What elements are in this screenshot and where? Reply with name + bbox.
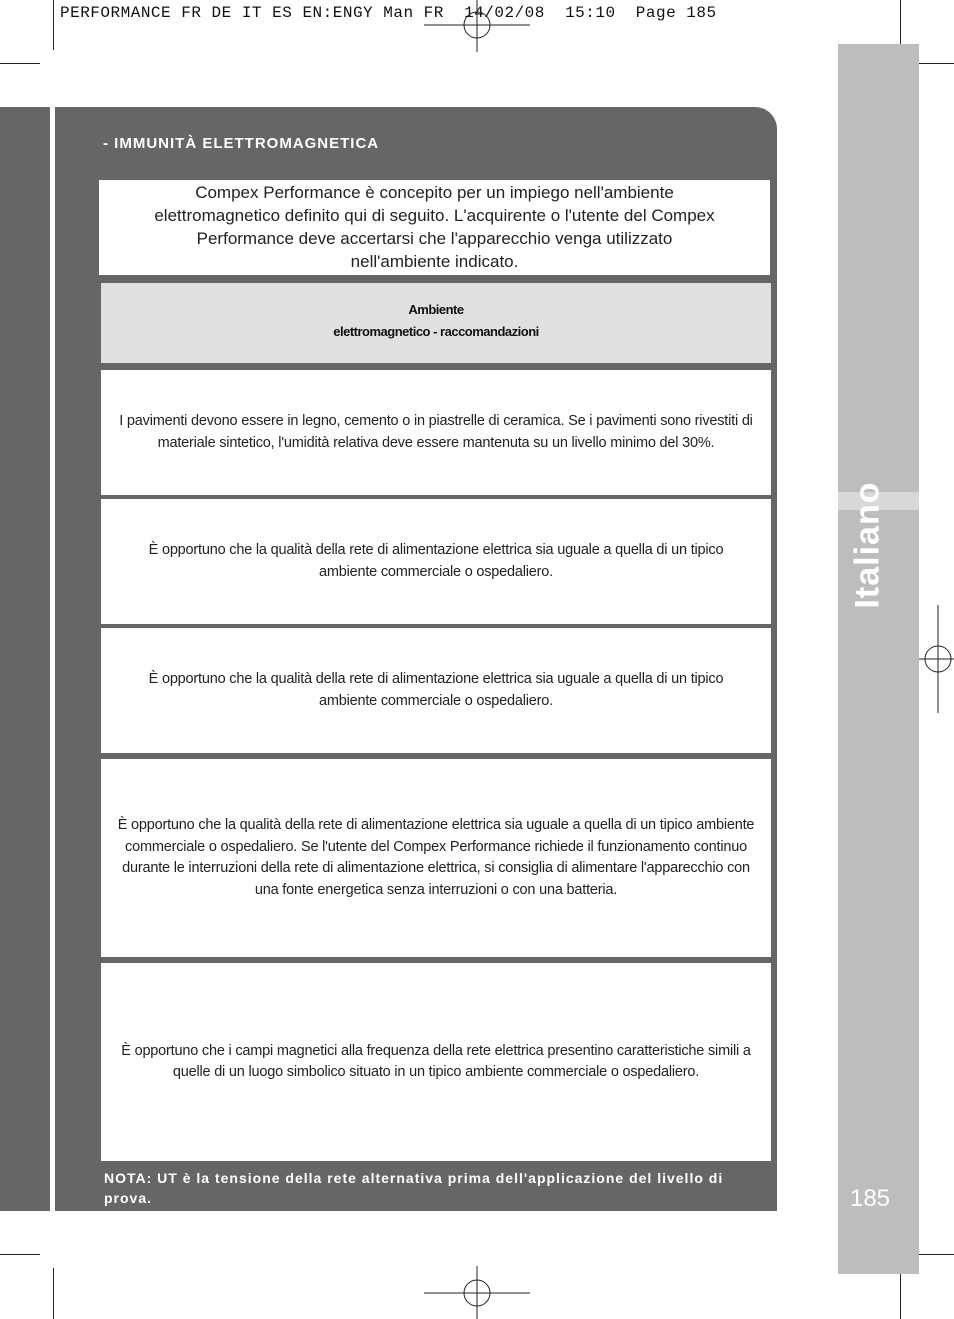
intro-line: nell'ambiente indicato. — [350, 252, 519, 271]
table-row — [101, 759, 771, 957]
crop-mark — [0, 1254, 40, 1255]
table-row — [101, 370, 771, 495]
crop-mark — [900, 0, 901, 50]
crop-mark — [53, 1268, 54, 1319]
language-sidebar — [838, 44, 919, 1274]
row-text: È opportuno che i campi magnetici alla frequenza della rete elettrica presentino caratteristiche simili a quelle di un luogo simbolico situato in un tipico ambiente commerciale o ospedaliero. — [121, 1042, 751, 1080]
print-header: PERFORMANCE FR DE IT ES EN:ENGY Man FR 14/02/08 15:10 Page 185 — [60, 4, 717, 22]
language-label: Italiano — [848, 481, 887, 609]
left-margin-strip — [0, 107, 50, 1211]
section-title: - IMMUNITÀ ELETTROMAGNETICA — [103, 135, 380, 152]
row-text: I pavimenti devono essere in legno, cemento o in piastrelle di ceramica. Se i pavimenti sono rivestiti di materiale sintetico, l'umidità relativa deve essere mantenuta su un livello minimo del 30%. — [119, 413, 753, 451]
intro-box — [99, 180, 770, 275]
row-text: È opportuno che la qualità della rete di alimentazione elettrica sia uguale a quella di un tipico ambiente commerciale o ospedaliero. — [148, 542, 724, 580]
crop-mark — [53, 0, 54, 50]
table-row — [101, 963, 771, 1161]
row-text: È opportuno che la qualità della rete di alimentazione elettrica sia uguale a quella di un tipico ambiente commerciale o ospedaliero. — [148, 671, 724, 709]
crop-mark — [900, 1268, 901, 1319]
column-header-line: Ambiente — [408, 302, 464, 317]
table-row — [101, 499, 771, 624]
note-text: NOTA: UT è la tensione della rete alternativa prima dell'applicazione del livello di prova. — [104, 1170, 724, 1206]
crop-mark — [0, 63, 40, 64]
column-header-line: elettromagnetico - raccomandazioni — [333, 324, 539, 339]
column-header — [101, 283, 771, 363]
intro-line: Performance deve accertarsi che l'apparecchio venga utilizzato — [196, 229, 673, 248]
intro-line: elettromagnetico definito qui di seguito. L'acquirente o l'utente del Compex — [154, 206, 715, 225]
page-number: 185 — [849, 1185, 891, 1212]
table-row — [101, 628, 771, 753]
registration-mark-icon — [424, 1266, 532, 1319]
row-text: È opportuno che la qualità della rete di alimentazione elettrica sia uguale a quella di un tipico ambiente commerciale o ospedaliero. Se l'utente del Compex Performance richiede il funzionamento continuo durante le interruzioni della rete di alimentazione elettrica, si consiglia di alimentare l'apparecchio con una fonte energetica senza interruzioni o con una batteria. — [117, 817, 755, 898]
registration-mark-icon — [424, 0, 532, 52]
intro-line: Compex Performance è concepito per un impiego nell'ambiente — [195, 183, 674, 202]
